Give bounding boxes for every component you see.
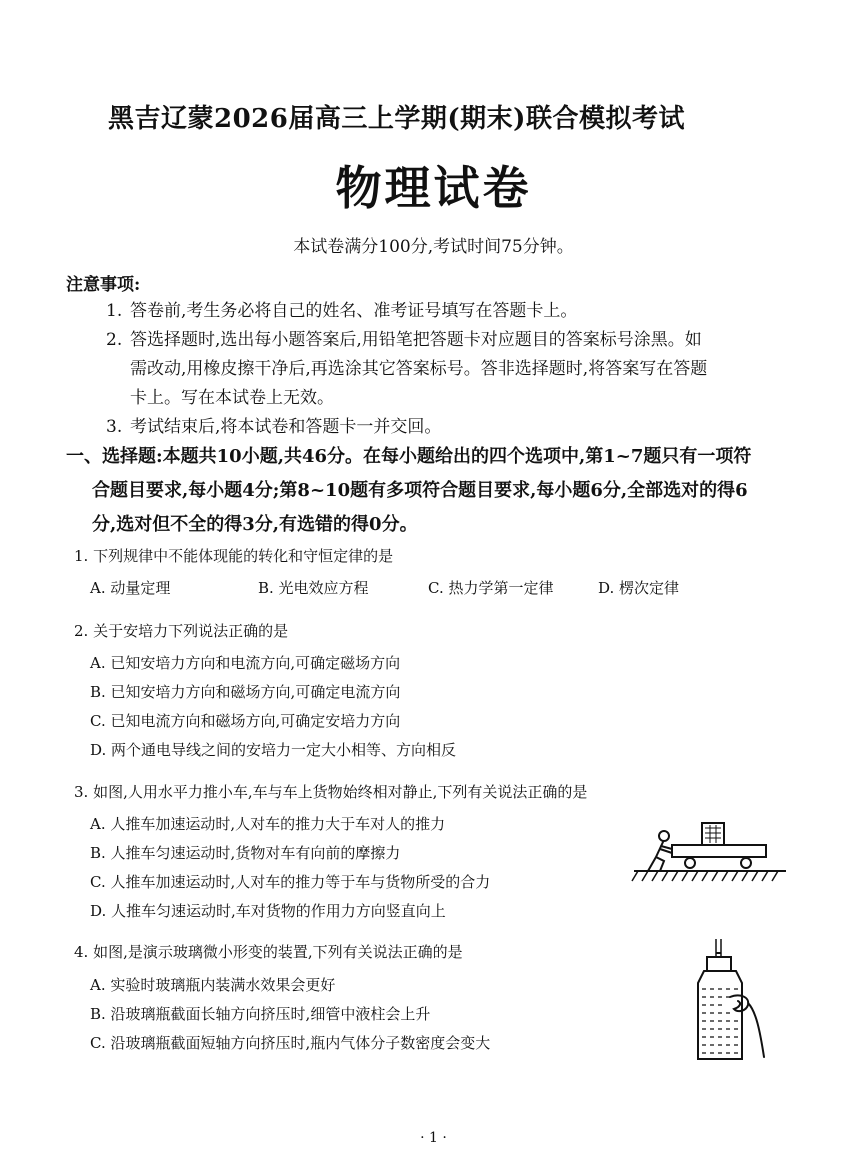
question-2-stem: 2. 关于安培力下列说法正确的是	[74, 622, 289, 640]
notice-item-text: 答选择题时,选出每小题答案后,用铅笔把答题卡对应题目的答案标号涂黑。如	[130, 330, 702, 350]
question-1-option-a: A. 动量定理	[90, 579, 171, 597]
section-heading-line-1: 一、选择题:本题共10小题,共46分。在每小题给出的四个选项中,第1~7题只有一项符	[66, 446, 752, 467]
question-4-option-a: A. 实验时玻璃瓶内装满水效果会更好	[90, 976, 336, 994]
page-number: · 1 ·	[420, 1130, 447, 1146]
cart-body	[672, 845, 766, 857]
cart-wheel-left	[685, 858, 695, 868]
cart-push-figure	[630, 815, 790, 897]
question-3-option-c: C. 人推车加速运动时,人对车的推力等于车与货物所受的合力	[90, 873, 491, 891]
question-1-option-b: B. 光电效应方程	[258, 579, 369, 597]
question-3-option-a: A. 人推车加速运动时,人对车的推力大于车对人的推力	[90, 815, 446, 833]
bottle-stopper	[707, 957, 731, 971]
notice-item-1	[106, 297, 577, 326]
glass-bottle	[698, 971, 742, 1059]
question-2-option-d: D. 两个通电导线之间的安培力一定大小相等、方向相反	[90, 741, 457, 759]
notice-item-text: 考试结束后,将本试卷和答题卡一并交回。	[130, 417, 442, 437]
notice-item-2-line-3: 卡上。写在本试卷上无效。	[130, 388, 334, 408]
ground-hatching	[632, 871, 778, 881]
question-3-stem: 3. 如图,人用水平力推小车,车与车上货物始终相对静止,下列有关说法正确的是	[74, 783, 588, 801]
notice-item-number: 1.	[106, 301, 123, 321]
notice-item-2	[106, 326, 702, 355]
exam-title: 黑吉辽蒙2026届高三上学期(期末)联合模拟考试	[108, 104, 685, 134]
question-4-option-b: B. 沿玻璃瓶截面长轴方向挤压时,细管中液柱会上升	[90, 1005, 431, 1023]
question-2-option-a: A. 已知安培力方向和电流方向,可确定磁场方向	[90, 654, 401, 672]
question-4-option-c: C. 沿玻璃瓶截面短轴方向挤压时,瓶内气体分子数密度会变大	[90, 1034, 491, 1052]
cart-wheel-right	[741, 858, 751, 868]
notice-item-3	[106, 413, 441, 442]
question-2-option-c: C. 已知电流方向和磁场方向,可确定安培力方向	[90, 712, 401, 730]
notice-item-2-line-2: 需改动,用橡皮擦干净后,再选涂其它答案标号。答非选择题时,将答案写在答题	[130, 359, 708, 379]
question-1-stem: 1. 下列规律中不能体现能的转化和守恒定律的是	[74, 547, 394, 565]
question-1-option-c: C. 热力学第一定律	[428, 579, 554, 597]
section-heading-line-2: 合题目要求,每小题4分;第8~10题有多项符合题目要求,每小题6分,全部选对的得6	[92, 480, 748, 501]
notice-heading: 注意事项:	[66, 275, 141, 295]
question-3-option-b: B. 人推车匀速运动时,货物对车有向前的摩擦力	[90, 844, 401, 862]
notice-item-number: 2.	[106, 330, 123, 350]
notice-item-number: 3.	[106, 417, 123, 437]
person-body	[648, 842, 672, 871]
exam-subtitle: 本试卷满分100分,考试时间75分钟。	[293, 237, 574, 257]
question-4-stem: 4. 如图,是演示玻璃微小形变的装置,下列有关说法正确的是	[74, 943, 463, 961]
question-2-option-b: B. 已知安培力方向和磁场方向,可确定电流方向	[90, 683, 401, 701]
cargo-box	[702, 823, 724, 845]
notice-item-text: 答卷前,考生务必将自己的姓名、准考证号填写在答题卡上。	[130, 301, 578, 321]
subject-title: 物理试卷	[335, 161, 532, 215]
person-head	[659, 831, 669, 841]
glass-bottle-figure	[690, 935, 772, 1070]
section-heading-line-3: 分,选对但不全的得3分,有选错的得0分。	[92, 514, 418, 535]
question-1-option-d: D. 楞次定律	[598, 579, 680, 597]
question-3-option-d: D. 人推车匀速运动时,车对货物的作用力方向竖直向上	[90, 902, 446, 920]
